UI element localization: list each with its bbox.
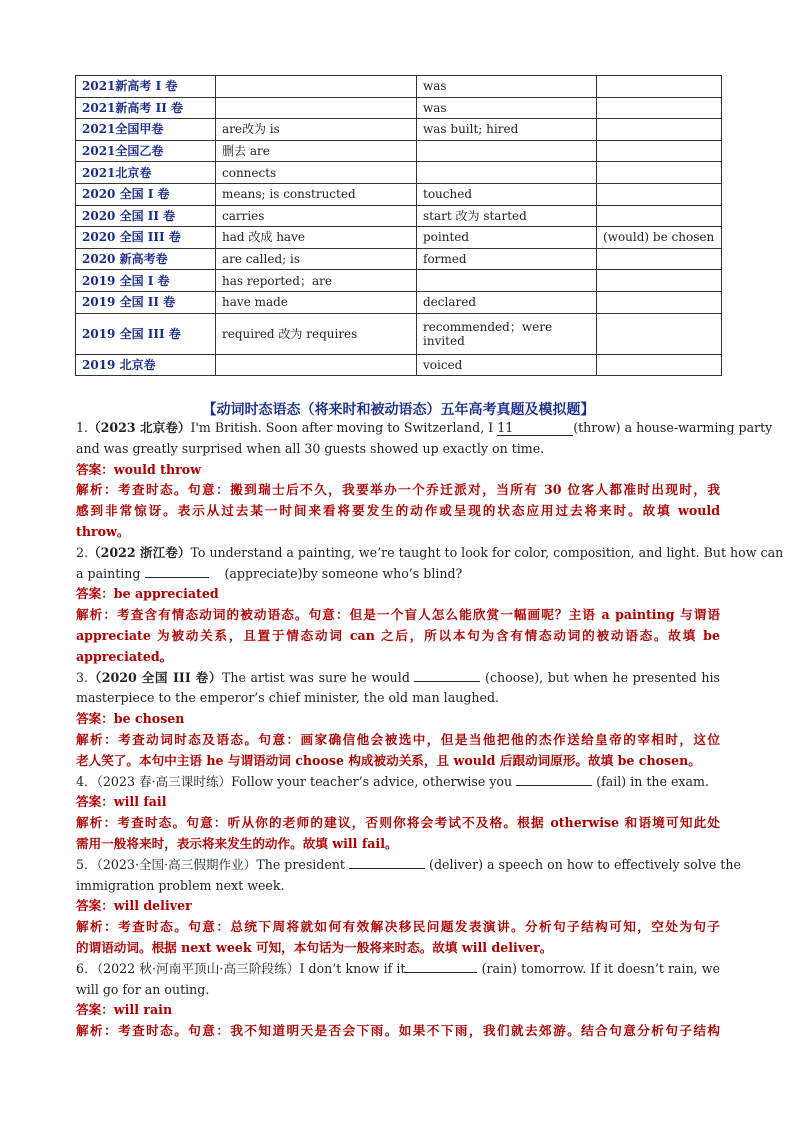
table-cell: are改为 is [216, 119, 417, 141]
question-source: （2023·全国·高三假期作业） [96, 856, 257, 872]
table-cell [597, 248, 722, 270]
question-list [76, 418, 784, 1042]
question-text [76, 418, 773, 439]
question-text [76, 959, 720, 980]
question-text [76, 543, 784, 564]
question-text-part: (appreciate)by someone who’s blind? [224, 565, 463, 581]
explanation-line: 解析：考查时态。句意：搬到瑞士后不久，我要举办一个乔迁派对，当所有 30 位客人都准时出现时，我 [76, 482, 720, 498]
table-cell: touched [417, 183, 597, 205]
table-cell: was built; hired [417, 119, 597, 141]
table-cell-exam: 2021全国甲卷 [76, 119, 216, 141]
question-text: and was greatly surprised when all 30 guests showed up exactly on time. [76, 440, 545, 456]
question-number: 3. [76, 669, 89, 685]
table-cell [417, 162, 597, 184]
question-text-part: (fail) in the exam. [596, 773, 709, 789]
table-row [76, 97, 722, 119]
table-row [76, 227, 722, 249]
question-4 [76, 772, 720, 855]
table-cell: pointed [417, 227, 597, 249]
table-cell-exam: 2019 北京卷 [76, 354, 216, 376]
table-cell [216, 354, 417, 376]
explanation-line: 解析：考查时态。句意：总统下周将就如何有效解决移民问题发表演讲。分析句子结构可知，空处为句子 [76, 919, 720, 935]
cell-line: recommended；were [423, 319, 553, 334]
answer-blank[interactable]: 11 [497, 421, 573, 436]
answer-value: would throw [113, 461, 202, 477]
table-cell [597, 97, 722, 119]
explanation-line: appreciate 为被动关系，且置于情态动词 can 之后，所以本句为含有情态动词的被动语态。故填 be [76, 627, 720, 643]
table-cell: was [417, 76, 597, 98]
question-text [76, 855, 741, 876]
question-5 [76, 855, 741, 959]
table-body [76, 76, 722, 376]
explanation-line: 需用一般将来时，表示将来发生的动作。故填 will fail。 [76, 835, 398, 851]
table-cell-exam: 2019 全国 II 卷 [76, 291, 216, 313]
table-cell-exam: 2021全国乙卷 [76, 140, 216, 162]
answer [76, 792, 720, 813]
question-source: （2022 秋·河南平顶山·高三阶段练） [96, 960, 300, 976]
table-cell: had 改成 have [216, 227, 417, 249]
question-text [76, 668, 720, 689]
question-text-part: (throw) a house-warming party [573, 420, 773, 435]
table-cell: voiced [417, 354, 597, 376]
question-text-part: (choose), but when he presented his [485, 669, 720, 685]
table-cell [597, 205, 722, 227]
answer-blank[interactable] [349, 868, 425, 869]
question-number: 1. [76, 420, 89, 435]
table-cell-exam: 2019 全国 III 卷 [76, 313, 216, 354]
table-cell: are called; is [216, 248, 417, 270]
answer-blank[interactable] [414, 681, 480, 682]
answer-label: 答案： [76, 711, 114, 727]
table-cell [597, 291, 722, 313]
question-text [76, 772, 720, 793]
table-cell [597, 270, 722, 292]
table-cell [417, 140, 597, 162]
answer [76, 460, 720, 481]
table-cell-exam: 2020 全国 I 卷 [76, 183, 216, 205]
table-cell: has reported；are [216, 270, 417, 292]
answer-blank[interactable] [405, 972, 477, 973]
table-row [76, 119, 722, 141]
answer-value: be appreciated [113, 586, 219, 602]
question-text: masterpiece to the emperor’s chief minister, the old man laughed. [76, 690, 500, 706]
section-title: 【动词时态语态（将来时和被动语态）五年高考真题及模拟题】 [202, 402, 595, 418]
question-number: 5． [76, 856, 97, 872]
table-row [76, 270, 722, 292]
question-text-part: I don’t know if it [299, 960, 406, 976]
table-cell: formed [417, 248, 597, 270]
table-cell [216, 97, 417, 119]
table-row [76, 354, 722, 376]
explanation-line: 感到非常惊讶。表示从过去某一时间来看将要发生的动作或呈现的状态应用过去将来时。故填 would [76, 503, 720, 519]
answer-value: will deliver [113, 898, 192, 914]
question-number: 6． [76, 960, 97, 976]
answer [76, 1000, 720, 1021]
answer-blank[interactable] [516, 785, 592, 786]
table-cell [216, 76, 417, 98]
table-cell [597, 140, 722, 162]
table-row [76, 313, 722, 354]
table-row [76, 140, 722, 162]
table-row [76, 162, 722, 184]
question-2 [76, 543, 784, 668]
answer-blank[interactable] [145, 577, 209, 578]
table-cell-exam: 2021北京卷 [76, 162, 216, 184]
answer-summary-table [75, 75, 722, 376]
table-row [76, 183, 722, 205]
table-cell [597, 162, 722, 184]
question-text-part: I'm British. Soon after moving to Switzerland, I [190, 420, 494, 435]
table-cell [417, 270, 597, 292]
question-text-part: To understand a painting, we’re taught to look for color, composition, and light. But how can [190, 544, 784, 560]
table-row [76, 76, 722, 98]
question-6 [76, 959, 720, 1042]
explanation-line: 解析：考查含有情态动词的被动语态。句意：但是一个盲人怎么能欣赏一幅画呢？主语 a painting 与谓语 [76, 607, 720, 623]
explanation-line: 解析：考查时态。句意：我不知道明天是否会下雨。如果不下雨，我们就去郊游。结合句意分析句子结构 [76, 1023, 720, 1039]
table-cell [597, 183, 722, 205]
table-cell-exam: 2019 全国 I 卷 [76, 270, 216, 292]
question-text-part: The president [256, 856, 345, 872]
question-source: （2023 春·高三课时练） [96, 773, 232, 789]
question-text-part: Follow your teacher’s advice, otherwise you [231, 773, 513, 789]
answer-label: 答案： [76, 461, 114, 477]
question-text: will go for an outing. [76, 981, 210, 997]
question-1 [76, 418, 773, 543]
table-cell: required 改为 requires [216, 313, 417, 354]
explanation-line: 解析：考查时态。句意：听从你的老师的建议，否则你将会考试不及格。根据 otherwise 和语境可知此处 [76, 815, 720, 831]
question-3 [76, 668, 720, 772]
explanation-line: throw。 [76, 523, 130, 539]
answer-value: be chosen [113, 711, 185, 727]
answer-label: 答案： [76, 586, 114, 602]
answer-value: will rain [113, 1002, 173, 1018]
table-cell-exam: 2021新高考 II 卷 [76, 97, 216, 119]
explanation-line: 解析：考查动词时态及语态。句意：画家确信他会被选中，但是当他把他的杰作送给皇帝的宰相时，这位 [76, 731, 720, 747]
table-row [76, 248, 722, 270]
cell-line: invited [423, 333, 465, 348]
explanation-line: 的谓语动词。根据 next week 可知，本句话为一般将来时态。故填 will deliver。 [76, 939, 553, 955]
table-cell: connects [216, 162, 417, 184]
question-text [76, 564, 720, 585]
question-source: （2023 北京卷） [88, 420, 191, 435]
question-number: 2. [76, 544, 89, 560]
table-cell: have made [216, 291, 417, 313]
answer-value: will fail [113, 794, 167, 810]
table-cell [417, 313, 597, 354]
answer-label: 答案： [76, 794, 114, 810]
table-cell: (would) be chosen [597, 227, 722, 249]
answer [76, 896, 720, 917]
table-row [76, 291, 722, 313]
answer [76, 709, 720, 730]
question-text-part: (deliver) a speech on how to effectively solve the [429, 856, 741, 872]
explanation-line: 老人笑了。本句中主语 he 与谓语动词 choose 构成被动关系，且 would 后跟动词原形。故填 be chosen。 [76, 752, 701, 768]
table-cell-exam: 2021新高考 I 卷 [76, 76, 216, 98]
table-cell-exam: 2020 新高考卷 [76, 248, 216, 270]
table-cell: was [417, 97, 597, 119]
table-cell-exam: 2020 全国 II 卷 [76, 205, 216, 227]
answer [76, 584, 720, 605]
table-cell [597, 119, 722, 141]
explanation-line: appreciated。 [76, 648, 173, 664]
table-cell [597, 76, 722, 98]
table-cell: means; is constructed [216, 183, 417, 205]
question-text-part: The artist was sure he would [222, 669, 410, 685]
table-cell [597, 313, 722, 354]
question-source: （2020 全国 III 卷） [88, 669, 222, 685]
answer-label: 答案： [76, 1002, 114, 1018]
question-number: 4． [76, 773, 97, 789]
question-text: immigration problem next week. [76, 877, 285, 893]
answer-label: 答案： [76, 898, 114, 914]
table-cell: start 改为 started [417, 205, 597, 227]
question-text-part: (rain) tomorrow. If it doesn’t rain, we [481, 960, 720, 976]
table-cell: 删去 are [216, 140, 417, 162]
table-cell: carries [216, 205, 417, 227]
table-cell: declared [417, 291, 597, 313]
question-source: （2022 浙江卷） [88, 544, 191, 560]
question-text-part: a painting [76, 565, 141, 581]
table-cell-exam: 2020 全国 III 卷 [76, 227, 216, 249]
table-cell [597, 354, 722, 376]
table-row [76, 205, 722, 227]
